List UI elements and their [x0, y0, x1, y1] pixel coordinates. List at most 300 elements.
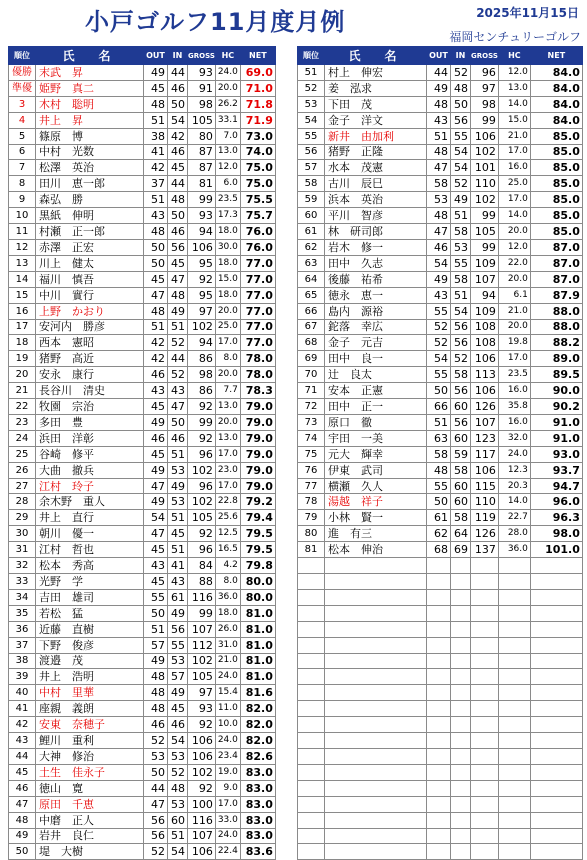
cell-gross: 92	[188, 399, 216, 415]
empty-cell	[530, 685, 582, 701]
empty-cell	[471, 558, 499, 574]
cell-gross: 110	[471, 494, 499, 510]
cell-net: 80.0	[240, 574, 275, 590]
table-row	[298, 65, 583, 81]
cell-gross: 105	[471, 224, 499, 240]
cell-hc: 33.1	[215, 112, 240, 128]
cell-net: 79.0	[240, 446, 275, 462]
empty-cell	[427, 717, 451, 733]
cell-rank: 42	[9, 717, 36, 733]
cell-gross: 96	[471, 65, 499, 81]
cell-name: 松本 秀高	[36, 558, 144, 574]
cell-out: 45	[144, 574, 168, 590]
cell-out: 48	[144, 224, 168, 240]
cell-gross: 94	[188, 335, 216, 351]
empty-cell	[451, 621, 471, 637]
cell-in: 49	[168, 478, 188, 494]
cell-gross: 99	[188, 414, 216, 430]
cell-in: 48	[451, 80, 471, 96]
cell-rank: 31	[9, 542, 36, 558]
cell-out: 48	[144, 303, 168, 319]
table-header-row	[298, 47, 583, 65]
table-row	[9, 208, 276, 224]
table-row	[298, 526, 583, 542]
cell-name: 井上 昇	[36, 112, 144, 128]
cell-name: 江村 哲也	[36, 542, 144, 558]
empty-cell	[427, 812, 451, 828]
cell-hc: 22.4	[215, 844, 240, 860]
cell-gross: 99	[471, 208, 499, 224]
table-row	[9, 144, 276, 160]
table-row	[9, 112, 276, 128]
cell-rank: 8	[9, 176, 36, 192]
cell-net: 74.0	[240, 144, 275, 160]
cell-net: 79.0	[240, 430, 275, 446]
cell-out: 56	[144, 828, 168, 844]
cell-name: 姫野 真二	[36, 80, 144, 96]
cell-rank: 24	[9, 430, 36, 446]
cell-rank: 57	[298, 160, 325, 176]
cell-out: 68	[427, 542, 451, 558]
header-net: NET	[240, 47, 275, 65]
cell-out: 45	[144, 542, 168, 558]
cell-name: 辻 良太	[325, 367, 427, 383]
cell-hc: 9.0	[215, 780, 240, 796]
cell-rank: 5	[9, 128, 36, 144]
cell-gross: 107	[188, 621, 216, 637]
cell-out: 49	[427, 80, 451, 96]
cell-name: 江村 玲子	[36, 478, 144, 494]
cell-in: 50	[168, 96, 188, 112]
cell-gross: 98	[188, 96, 216, 112]
empty-row	[298, 733, 583, 749]
empty-cell	[325, 685, 427, 701]
cell-in: 52	[168, 335, 188, 351]
empty-cell	[451, 733, 471, 749]
empty-cell	[298, 748, 325, 764]
cell-net: 79.2	[240, 494, 275, 510]
cell-in: 53	[168, 748, 188, 764]
cell-in: 45	[168, 701, 188, 717]
table-row	[9, 414, 276, 430]
empty-row	[298, 844, 583, 860]
cell-in: 44	[168, 65, 188, 81]
cell-rank: 65	[298, 287, 325, 303]
empty-cell	[325, 748, 427, 764]
cell-in: 56	[168, 621, 188, 637]
cell-gross: 93	[188, 701, 216, 717]
cell-hc: 12.3	[498, 462, 530, 478]
cell-gross: 102	[188, 462, 216, 478]
cell-hc: 25.0	[498, 176, 530, 192]
cell-net: 90.0	[530, 383, 582, 399]
cell-rank: 79	[298, 510, 325, 526]
table-row	[9, 780, 276, 796]
header-name: 氏 名	[325, 47, 427, 65]
empty-cell	[451, 574, 471, 590]
empty-cell	[325, 812, 427, 828]
cell-in: 56	[451, 383, 471, 399]
cell-name: 原口 徹	[325, 414, 427, 430]
cell-net: 87.0	[530, 239, 582, 255]
empty-cell	[498, 653, 530, 669]
cell-out: 54	[144, 510, 168, 526]
empty-cell	[530, 828, 582, 844]
table-row	[9, 812, 276, 828]
cell-in: 52	[168, 367, 188, 383]
empty-cell	[498, 764, 530, 780]
table-row	[298, 478, 583, 494]
cell-gross: 102	[471, 192, 499, 208]
cell-name: 田中 久志	[325, 255, 427, 271]
empty-cell	[471, 589, 499, 605]
cell-out: 53	[144, 748, 168, 764]
cell-in: 53	[168, 653, 188, 669]
empty-cell	[427, 558, 451, 574]
table-row	[9, 383, 276, 399]
cell-out: 45	[144, 80, 168, 96]
table-row	[298, 446, 583, 462]
cell-name: 牧園 宗治	[36, 399, 144, 415]
cell-hc: 17.0	[215, 796, 240, 812]
cell-rank: 準優	[9, 80, 36, 96]
cell-out: 47	[144, 478, 168, 494]
table-row	[9, 621, 276, 637]
cell-in: 55	[451, 128, 471, 144]
results-table-right	[297, 46, 583, 860]
cell-net: 75.5	[240, 192, 275, 208]
cell-name: 原田 千恵	[36, 796, 144, 812]
cell-out: 46	[427, 239, 451, 255]
empty-cell	[530, 780, 582, 796]
cell-hc: 7.7	[215, 383, 240, 399]
cell-hc: 26.2	[215, 96, 240, 112]
table-row	[9, 796, 276, 812]
empty-row	[298, 621, 583, 637]
cell-out: 51	[144, 621, 168, 637]
empty-cell	[530, 558, 582, 574]
cell-rank: 52	[298, 80, 325, 96]
header-out: OUT	[144, 47, 168, 65]
cell-name: 座親 義朗	[36, 701, 144, 717]
cell-hc: 20.0	[215, 414, 240, 430]
table-row	[9, 558, 276, 574]
table-row	[9, 828, 276, 844]
cell-net: 79.4	[240, 510, 275, 526]
cell-hc: 19.8	[498, 335, 530, 351]
cell-name: 渡邉 茂	[36, 653, 144, 669]
cell-gross: 96	[188, 478, 216, 494]
cell-out: 54	[427, 255, 451, 271]
table-row	[298, 112, 583, 128]
cell-in: 52	[451, 351, 471, 367]
cell-out: 50	[144, 764, 168, 780]
empty-cell	[298, 574, 325, 590]
cell-hc: 16.0	[498, 383, 530, 399]
cell-in: 54	[168, 733, 188, 749]
cell-gross: 106	[188, 748, 216, 764]
empty-cell	[498, 733, 530, 749]
empty-cell	[530, 748, 582, 764]
cell-net: 93.0	[530, 446, 582, 462]
table-row	[298, 303, 583, 319]
cell-in: 52	[451, 176, 471, 192]
cell-hc: 24.0	[215, 828, 240, 844]
table-row	[9, 844, 276, 860]
cell-out: 62	[427, 526, 451, 542]
table-row	[298, 430, 583, 446]
cell-net: 83.0	[240, 780, 275, 796]
cell-name: 村上 伸宏	[325, 65, 427, 81]
cell-out: 49	[427, 271, 451, 287]
cell-name: 安永 康行	[36, 367, 144, 383]
empty-cell	[298, 589, 325, 605]
empty-cell	[298, 637, 325, 653]
cell-name: 大神 修治	[36, 748, 144, 764]
cell-net: 77.0	[240, 255, 275, 271]
empty-cell	[471, 621, 499, 637]
cell-gross: 106	[471, 351, 499, 367]
cell-rank: 4	[9, 112, 36, 128]
cell-in: 58	[451, 224, 471, 240]
cell-net: 75.7	[240, 208, 275, 224]
cell-name: 金子 元吉	[325, 335, 427, 351]
cell-net: 69.0	[240, 65, 275, 81]
cell-rank: 11	[9, 224, 36, 240]
cell-out: 51	[144, 319, 168, 335]
cell-name: 島内 源裕	[325, 303, 427, 319]
cell-out: 56	[144, 812, 168, 828]
cell-in: 42	[168, 128, 188, 144]
cell-out: 43	[427, 287, 451, 303]
cell-rank: 73	[298, 414, 325, 430]
cell-rank: 69	[298, 351, 325, 367]
cell-net: 77.0	[240, 271, 275, 287]
cell-gross: 87	[188, 160, 216, 176]
cell-rank: 優勝	[9, 65, 36, 81]
cell-rank: 27	[9, 478, 36, 494]
header-gross: GROSS	[188, 47, 216, 65]
cell-rank: 43	[9, 733, 36, 749]
cell-net: 77.0	[240, 319, 275, 335]
cell-net: 96.3	[530, 510, 582, 526]
cell-name: 西本 憲昭	[36, 335, 144, 351]
cell-out: 50	[144, 255, 168, 271]
cell-in: 46	[168, 430, 188, 446]
cell-out: 43	[427, 112, 451, 128]
empty-cell	[530, 764, 582, 780]
cell-gross: 93	[188, 208, 216, 224]
cell-out: 51	[427, 414, 451, 430]
empty-cell	[530, 605, 582, 621]
cell-gross: 92	[188, 271, 216, 287]
header-gross: GROSS	[471, 47, 499, 65]
cell-rank: 54	[298, 112, 325, 128]
cell-net: 71.8	[240, 96, 275, 112]
cell-in: 54	[168, 844, 188, 860]
cell-net: 87.9	[530, 287, 582, 303]
cell-name: 鉈落 幸広	[325, 319, 427, 335]
cell-hc: 13.0	[215, 399, 240, 415]
cell-hc: 16.0	[498, 414, 530, 430]
cell-out: 57	[144, 637, 168, 653]
empty-cell	[530, 812, 582, 828]
cell-out: 50	[144, 605, 168, 621]
cell-in: 64	[451, 526, 471, 542]
empty-cell	[530, 621, 582, 637]
cell-gross: 106	[188, 733, 216, 749]
cell-net: 89.0	[530, 351, 582, 367]
cell-in: 57	[168, 669, 188, 685]
cell-in: 44	[168, 351, 188, 367]
cell-in: 45	[168, 160, 188, 176]
empty-cell	[498, 605, 530, 621]
cell-in: 45	[168, 526, 188, 542]
table-row	[298, 160, 583, 176]
cell-out: 46	[144, 717, 168, 733]
header-hc: HC	[215, 47, 240, 65]
empty-cell	[427, 574, 451, 590]
cell-out: 48	[144, 701, 168, 717]
cell-in: 69	[451, 542, 471, 558]
table-row	[298, 271, 583, 287]
cell-in: 43	[168, 574, 188, 590]
cell-gross: 108	[471, 319, 499, 335]
cell-name: 金子 洋文	[325, 112, 427, 128]
table-row	[298, 335, 583, 351]
cell-out: 52	[144, 733, 168, 749]
cell-out: 48	[144, 685, 168, 701]
cell-name: 土生 佳永子	[36, 764, 144, 780]
cell-gross: 102	[188, 319, 216, 335]
cell-name: 井上 直行	[36, 510, 144, 526]
cell-net: 79.0	[240, 414, 275, 430]
cell-rank: 17	[9, 319, 36, 335]
cell-out: 46	[144, 430, 168, 446]
cell-name: 宇田 一美	[325, 430, 427, 446]
empty-cell	[427, 685, 451, 701]
results-table-left	[8, 46, 276, 860]
cell-hc: 17.3	[215, 208, 240, 224]
cell-rank: 32	[9, 558, 36, 574]
table-row	[9, 494, 276, 510]
cell-out: 49	[144, 65, 168, 81]
cell-in: 53	[168, 462, 188, 478]
cell-gross: 80	[188, 128, 216, 144]
header-net: NET	[530, 47, 582, 65]
cell-gross: 86	[188, 383, 216, 399]
table-row	[9, 399, 276, 415]
table-row	[9, 589, 276, 605]
cell-net: 79.0	[240, 399, 275, 415]
cell-out: 50	[144, 239, 168, 255]
cell-rank: 10	[9, 208, 36, 224]
empty-row	[298, 748, 583, 764]
cell-net: 79.5	[240, 542, 275, 558]
cell-hc: 17.0	[498, 192, 530, 208]
cell-hc: 36.0	[215, 589, 240, 605]
table-row	[298, 128, 583, 144]
cell-net: 81.0	[240, 669, 275, 685]
empty-row	[298, 669, 583, 685]
cell-hc: 16.0	[498, 160, 530, 176]
cell-gross: 102	[188, 494, 216, 510]
cell-hc: 23.5	[498, 367, 530, 383]
cell-hc: 30.0	[215, 239, 240, 255]
cell-rank: 44	[9, 748, 36, 764]
cell-in: 50	[168, 414, 188, 430]
cell-net: 87.0	[530, 255, 582, 271]
empty-cell	[498, 844, 530, 860]
empty-cell	[471, 733, 499, 749]
cell-name: 末武 昇	[36, 65, 144, 81]
cell-name: 多田 豊	[36, 414, 144, 430]
empty-row	[298, 796, 583, 812]
cell-name: 浜本 英治	[325, 192, 427, 208]
empty-cell	[498, 701, 530, 717]
empty-cell	[451, 748, 471, 764]
cell-in: 51	[451, 287, 471, 303]
empty-cell	[298, 653, 325, 669]
cell-out: 55	[427, 303, 451, 319]
cell-rank: 34	[9, 589, 36, 605]
cell-in: 50	[168, 208, 188, 224]
cell-net: 82.6	[240, 748, 275, 764]
empty-cell	[325, 589, 427, 605]
cell-hc: 25.6	[215, 510, 240, 526]
cell-gross: 93	[188, 65, 216, 81]
cell-hc: 13.0	[498, 80, 530, 96]
cell-gross: 97	[471, 80, 499, 96]
cell-hc: 12.0	[215, 160, 240, 176]
cell-name: 松本 伸治	[325, 542, 427, 558]
cell-hc: 24.0	[215, 669, 240, 685]
empty-cell	[451, 796, 471, 812]
cell-in: 48	[168, 287, 188, 303]
cell-gross: 100	[188, 796, 216, 812]
table-row	[9, 542, 276, 558]
cell-gross: 102	[471, 144, 499, 160]
empty-cell	[530, 796, 582, 812]
cell-hc: 35.8	[498, 399, 530, 415]
cell-gross: 106	[471, 462, 499, 478]
empty-cell	[298, 669, 325, 685]
cell-out: 47	[144, 287, 168, 303]
cell-net: 79.0	[240, 462, 275, 478]
cell-name: 長谷川 清史	[36, 383, 144, 399]
cell-net: 83.0	[240, 828, 275, 844]
empty-cell	[498, 685, 530, 701]
empty-cell	[451, 605, 471, 621]
cell-net: 75.0	[240, 176, 275, 192]
cell-net: 78.0	[240, 351, 275, 367]
cell-in: 58	[451, 367, 471, 383]
cell-out: 58	[427, 446, 451, 462]
empty-row	[298, 780, 583, 796]
cell-hc: 20.0	[215, 80, 240, 96]
cell-net: 83.0	[240, 812, 275, 828]
cell-hc: 17.0	[498, 144, 530, 160]
cell-gross: 110	[471, 176, 499, 192]
cell-hc: 13.0	[215, 144, 240, 160]
cell-rank: 22	[9, 399, 36, 415]
empty-row	[298, 637, 583, 653]
table-row	[298, 239, 583, 255]
cell-net: 78.3	[240, 383, 275, 399]
empty-cell	[427, 764, 451, 780]
table-row	[9, 748, 276, 764]
table-row	[9, 462, 276, 478]
